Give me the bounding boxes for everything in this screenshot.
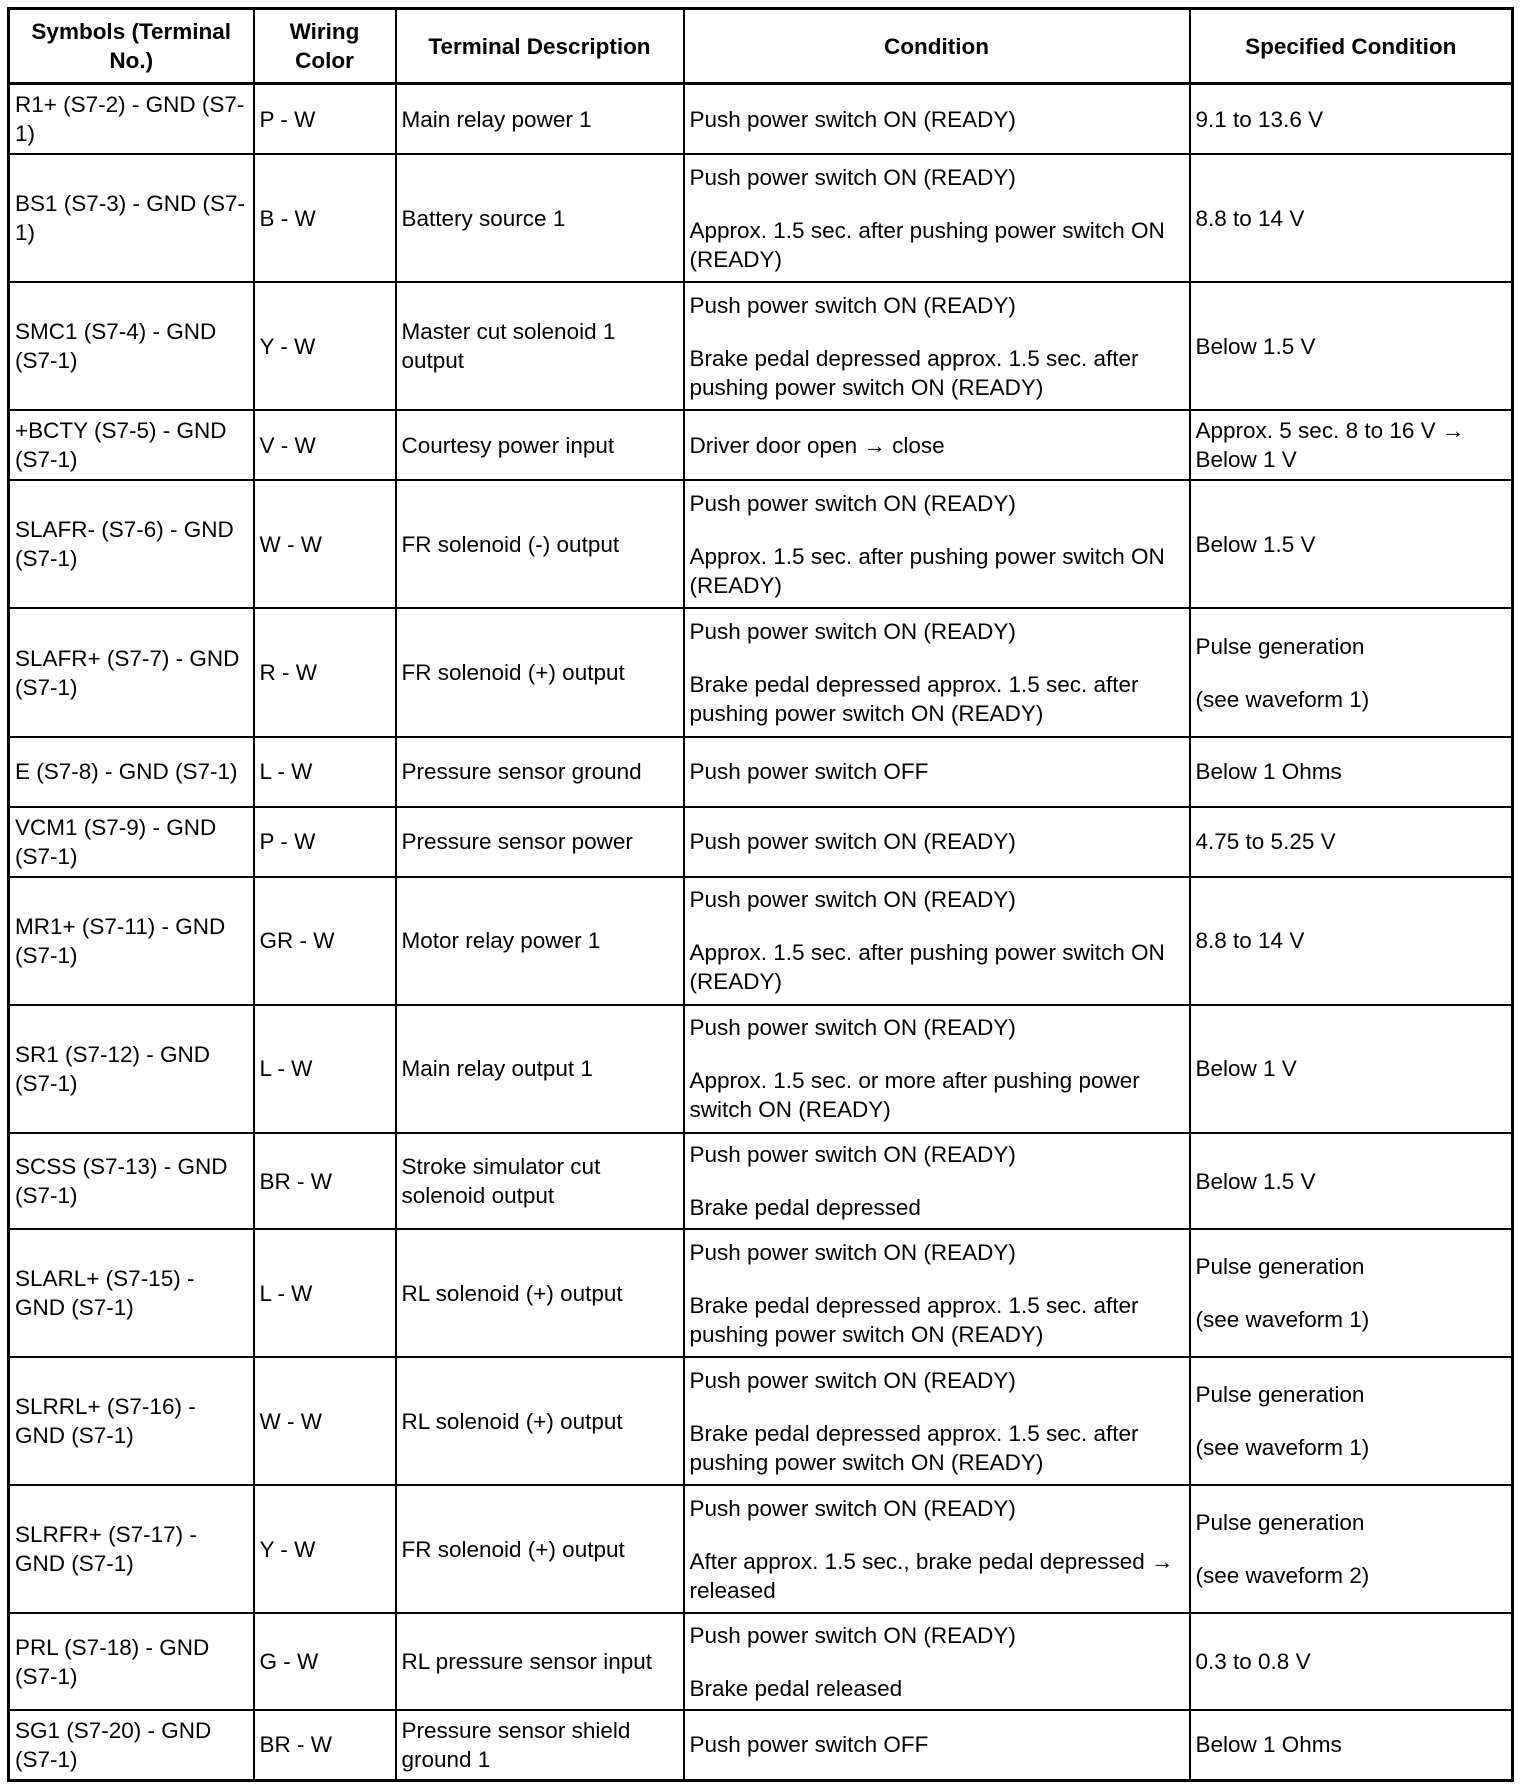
condition-line: Push power switch ON (READY) <box>689 1142 1016 1168</box>
cell-wiring-color: BR - W <box>254 1710 396 1781</box>
table-row <box>9 1357 1513 1485</box>
specified-value: Approx. 5 sec. 8 to 16 V → Below 1 V <box>1195 418 1465 473</box>
condition-line: Push power switch ON (READY) <box>689 490 1016 516</box>
cell-symbol: BS1 (S7-3) - GND (S7-1) <box>9 154 254 282</box>
specified-value: Below 1.5 V <box>1195 531 1316 557</box>
condition-line: After approx. 1.5 sec., brake pedal depressed → released <box>689 1548 1174 1603</box>
cell-wiring-color: Y - W <box>254 1485 396 1613</box>
table-header-row <box>9 9 1513 84</box>
cell-wiring-color: W - W <box>254 1357 396 1485</box>
condition-line: Push power switch ON (READY) <box>689 292 1016 318</box>
cell-condition <box>684 410 1190 480</box>
cell-condition <box>684 1613 1190 1709</box>
condition-line: Push power switch ON (READY) <box>689 164 1016 190</box>
condition-line: Push power switch ON (READY) <box>689 1015 1016 1041</box>
cell-specified-condition <box>1190 877 1513 1005</box>
cell-specified-condition <box>1190 1133 1513 1229</box>
cell-terminal-description: Motor relay power 1 <box>396 877 684 1005</box>
table-row <box>9 608 1513 736</box>
cell-wiring-color: G - W <box>254 1613 396 1709</box>
cell-symbol: SLRRL+ (S7-16) - GND (S7-1) <box>9 1357 254 1485</box>
cell-symbol: SMC1 (S7-4) - GND (S7-1) <box>9 282 254 410</box>
header-wiring-color: Wiring Color <box>254 9 396 84</box>
table-row <box>9 410 1513 480</box>
table-row <box>9 84 1513 155</box>
cell-condition <box>684 1485 1190 1613</box>
cell-condition <box>684 877 1190 1005</box>
cell-wiring-color: P - W <box>254 84 396 155</box>
condition-line: Push power switch ON (READY) <box>689 106 1016 132</box>
cell-wiring-color: L - W <box>254 1229 396 1357</box>
specified-value: (see waveform 2) <box>1195 1563 1370 1589</box>
cell-specified-condition <box>1190 807 1513 877</box>
cell-terminal-description: Pressure sensor power <box>396 807 684 877</box>
cell-wiring-color: L - W <box>254 1005 396 1133</box>
cell-wiring-color: W - W <box>254 480 396 608</box>
cell-wiring-color: Y - W <box>254 282 396 410</box>
cell-terminal-description: RL pressure sensor input <box>396 1613 684 1709</box>
specified-value: Below 1.5 V <box>1195 1168 1316 1194</box>
cell-symbol: SCSS (S7-13) - GND (S7-1) <box>9 1133 254 1229</box>
cell-symbol: SLAFR+ (S7-7) - GND (S7-1) <box>9 608 254 736</box>
table-body <box>9 84 1513 1781</box>
specified-value: (see waveform 1) <box>1195 1435 1370 1461</box>
cell-wiring-color: BR - W <box>254 1133 396 1229</box>
condition-line: Push power switch ON (READY) <box>689 1367 1016 1393</box>
condition-line: Brake pedal depressed approx. 1.5 sec. after pushing power switch ON (READY) <box>689 1420 1139 1475</box>
cell-terminal-description: Pressure sensor ground <box>396 737 684 807</box>
specified-value: Pulse generation <box>1195 633 1365 659</box>
table-row <box>9 1710 1513 1781</box>
specified-value: Below 1 V <box>1195 1056 1297 1082</box>
cell-terminal-description: Master cut solenoid 1 output <box>396 282 684 410</box>
specified-value: Below 1.5 V <box>1195 333 1316 359</box>
cell-condition <box>684 1133 1190 1229</box>
condition-line: Push power switch ON (READY) <box>689 1239 1016 1265</box>
condition-line: Brake pedal depressed approx. 1.5 sec. after pushing power switch ON (READY) <box>689 345 1139 400</box>
condition-line: Brake pedal depressed <box>689 1195 921 1221</box>
cell-specified-condition <box>1190 737 1513 807</box>
condition-line: Push power switch ON (READY) <box>689 1495 1016 1521</box>
condition-line: Push power switch ON (READY) <box>689 1622 1016 1648</box>
cell-symbol: PRL (S7-18) - GND (S7-1) <box>9 1613 254 1709</box>
specified-value: Pulse generation <box>1195 1510 1365 1536</box>
cell-terminal-description: FR solenoid (+) output <box>396 1485 684 1613</box>
condition-line: Push power switch OFF <box>689 759 929 785</box>
cell-specified-condition <box>1190 1710 1513 1781</box>
table-row <box>9 480 1513 608</box>
cell-symbol: MR1+ (S7-11) - GND (S7-1) <box>9 877 254 1005</box>
cell-wiring-color: R - W <box>254 608 396 736</box>
cell-terminal-description: FR solenoid (-) output <box>396 480 684 608</box>
cell-condition <box>684 154 1190 282</box>
cell-terminal-description: RL solenoid (+) output <box>396 1229 684 1357</box>
condition-line: Brake pedal released <box>689 1675 903 1701</box>
cell-terminal-description: Courtesy power input <box>396 410 684 480</box>
cell-terminal-description: FR solenoid (+) output <box>396 608 684 736</box>
cell-condition <box>684 1710 1190 1781</box>
cell-specified-condition <box>1190 84 1513 155</box>
cell-condition <box>684 480 1190 608</box>
cell-wiring-color: P - W <box>254 807 396 877</box>
cell-specified-condition <box>1190 1005 1513 1133</box>
cell-condition <box>684 1357 1190 1485</box>
table-row <box>9 1229 1513 1357</box>
header-specified-condition: Specified Condition <box>1190 9 1513 84</box>
specified-value: 4.75 to 5.25 V <box>1195 829 1336 855</box>
cell-specified-condition <box>1190 1229 1513 1357</box>
cell-condition <box>684 737 1190 807</box>
cell-specified-condition <box>1190 410 1513 480</box>
condition-line: Approx. 1.5 sec. after pushing power switch ON (READY) <box>689 940 1165 995</box>
cell-symbol: SLRFR+ (S7-17) - GND (S7-1) <box>9 1485 254 1613</box>
cell-condition <box>684 1005 1190 1133</box>
specified-value: Below 1 Ohms <box>1195 1732 1342 1758</box>
cell-condition <box>684 1229 1190 1357</box>
cell-terminal-description: Pressure sensor shield ground 1 <box>396 1710 684 1781</box>
cell-terminal-description: Main relay power 1 <box>396 84 684 155</box>
cell-symbol: VCM1 (S7-9) - GND (S7-1) <box>9 807 254 877</box>
condition-line: Brake pedal depressed approx. 1.5 sec. after pushing power switch ON (READY) <box>689 1292 1139 1347</box>
cell-specified-condition <box>1190 154 1513 282</box>
header-condition: Condition <box>684 9 1190 84</box>
cell-condition <box>684 608 1190 736</box>
condition-line: Brake pedal depressed approx. 1.5 sec. after pushing power switch ON (READY) <box>689 672 1139 726</box>
cell-symbol: SG1 (S7-20) - GND (S7-1) <box>9 1710 254 1781</box>
cell-specified-condition <box>1190 480 1513 608</box>
cell-terminal-description: Stroke simulator cut solenoid output <box>396 1133 684 1229</box>
cell-terminal-description: Battery source 1 <box>396 154 684 282</box>
cell-wiring-color: L - W <box>254 737 396 807</box>
cell-condition <box>684 282 1190 410</box>
table-row <box>9 154 1513 282</box>
table-row <box>9 807 1513 877</box>
cell-specified-condition <box>1190 608 1513 736</box>
table-row <box>9 1005 1513 1133</box>
specified-value: Below 1 Ohms <box>1195 759 1342 785</box>
table-row <box>9 1485 1513 1613</box>
cell-specified-condition <box>1190 1485 1513 1613</box>
table-row <box>9 877 1513 1005</box>
specified-value: 9.1 to 13.6 V <box>1195 106 1324 132</box>
specified-value: Pulse generation <box>1195 1254 1365 1280</box>
condition-line: Push power switch ON (READY) <box>689 619 1016 644</box>
cell-terminal-description: RL solenoid (+) output <box>396 1357 684 1485</box>
specified-value: 8.8 to 14 V <box>1195 928 1305 954</box>
cell-specified-condition <box>1190 1357 1513 1485</box>
specified-value: Pulse generation <box>1195 1382 1365 1408</box>
table-row <box>9 1133 1513 1229</box>
cell-condition <box>684 84 1190 155</box>
specified-value: (see waveform 1) <box>1195 686 1370 712</box>
cell-specified-condition <box>1190 1613 1513 1709</box>
specified-value: 8.8 to 14 V <box>1195 205 1305 231</box>
cell-symbol: +BCTY (S7-5) - GND (S7-1) <box>9 410 254 480</box>
cell-symbol: SLARL+ (S7-15) - GND (S7-1) <box>9 1229 254 1357</box>
condition-line: Approx. 1.5 sec. after pushing power switch ON (READY) <box>689 217 1165 272</box>
header-terminal-description: Terminal Description <box>396 9 684 84</box>
condition-line: Approx. 1.5 sec. after pushing power switch ON (READY) <box>689 543 1165 598</box>
condition-line: Push power switch OFF <box>689 1732 929 1758</box>
cell-specified-condition <box>1190 282 1513 410</box>
specified-value: 0.3 to 0.8 V <box>1195 1649 1311 1675</box>
cell-wiring-color: GR - W <box>254 877 396 1005</box>
condition-line: Push power switch ON (READY) <box>689 829 1016 855</box>
condition-line: Approx. 1.5 sec. or more after pushing power switch ON (READY) <box>689 1068 1140 1123</box>
cell-symbol: R1+ (S7-2) - GND (S7-1) <box>9 84 254 155</box>
cell-condition <box>684 807 1190 877</box>
cell-wiring-color: V - W <box>254 410 396 480</box>
cell-symbol: SR1 (S7-12) - GND (S7-1) <box>9 1005 254 1133</box>
condition-line: Driver door open → close <box>689 432 945 458</box>
cell-terminal-description: Main relay output 1 <box>396 1005 684 1133</box>
table-row <box>9 737 1513 807</box>
terminal-inspection-table <box>7 7 1514 1782</box>
table-row <box>9 282 1513 410</box>
cell-symbol: SLAFR- (S7-6) - GND (S7-1) <box>9 480 254 608</box>
specified-value: (see waveform 1) <box>1195 1307 1370 1333</box>
cell-symbol: E (S7-8) - GND (S7-1) <box>9 737 254 807</box>
condition-line: Push power switch ON (READY) <box>689 887 1016 913</box>
table-row <box>9 1613 1513 1709</box>
cell-wiring-color: B - W <box>254 154 396 282</box>
header-symbols: Symbols (Terminal No.) <box>9 9 254 84</box>
